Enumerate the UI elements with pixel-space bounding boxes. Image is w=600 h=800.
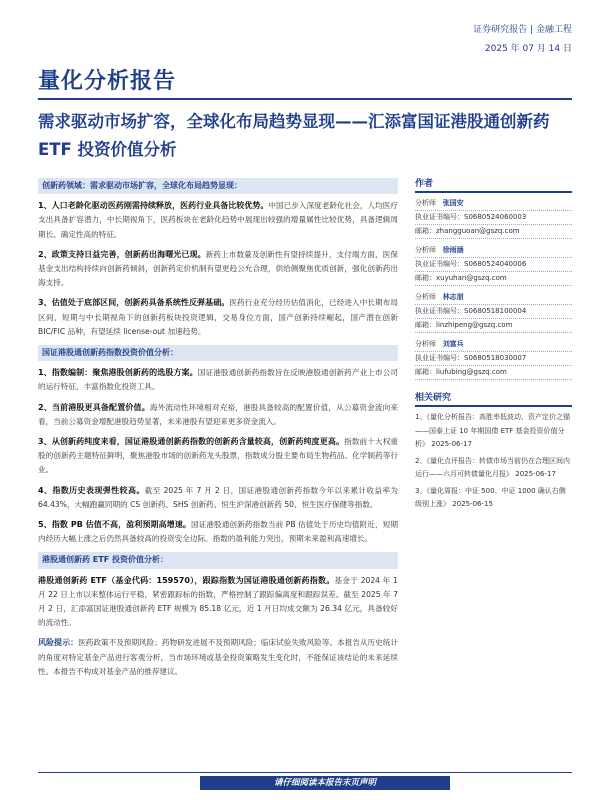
- related-list: [415, 411, 572, 512]
- paragraph-text: 指数前十大权重股的创新药主题特征鲜明，聚焦港股市场的创新药龙头股票，指数成分股主要布局生物药品、化学制药等行业。: [38, 437, 399, 475]
- report-category: 证券研究报告 | 金融工程: [473, 25, 572, 35]
- paragraph-lead: 4、指数历史表现弹性较高。: [38, 485, 145, 495]
- section-heading: 港股通创新药 ETF 投资价值分析：: [38, 552, 398, 568]
- paragraph: [38, 366, 398, 394]
- paragraph-lead: 1、指数编制：聚焦港股创新药的选股方案。: [38, 368, 198, 378]
- cert-number: S0680518100004: [464, 307, 527, 315]
- analyst-role: 分析师: [415, 293, 436, 301]
- analyst-card: [415, 244, 572, 286]
- analyst-role: 分析师: [415, 340, 436, 348]
- paragraph-lead: 港股通创新药 ETF（基金代码：159570），跟踪指数为国证港股通创新药指数。: [38, 575, 335, 585]
- report-title: 需求驱动市场扩容，全球化布局趋势显现——汇添富国证港股通创新药 ETF 投资价值分析: [38, 112, 550, 159]
- paragraph-lead: 3、从创新药纯度来看，国证港股通创新药指数的创新药含量较高，创新药纯度更高。: [38, 437, 345, 447]
- related-date: 2025-06-17: [431, 440, 472, 448]
- report-date: 2025 年 07 月 14 日: [484, 44, 572, 54]
- paragraph: [38, 484, 398, 512]
- analyst-role: 分析师: [415, 199, 436, 207]
- analyst-email[interactable]: xuyuhan@gszq.com: [436, 274, 507, 282]
- main-content: [38, 176, 398, 685]
- cert-label: 执业证书编号：: [415, 213, 464, 221]
- paragraph-text: 基金于 2024 年 1 月 22 日上市以来整体运行平稳，紧密跟踪标的指数，严格控制了跟踪偏离度和跟踪误差。截至 2025 年 7 月 2 日，汇添富国证港股通创新药 ETF 规模为 85.18 亿元，近 1 月日均成交额为 26.34 亿元，具备较好的流动性。: [38, 575, 398, 628]
- paragraph-lead: 3、估值处于底部区间，创新药具备系统性反弹基础。: [38, 298, 230, 308]
- report-header: [473, 22, 572, 54]
- related-date: 2025-06-15: [452, 500, 493, 508]
- risk-warning: [38, 636, 398, 679]
- email-label: 邮箱：: [415, 321, 436, 329]
- paragraph: [38, 199, 398, 242]
- authors-heading: 作者: [415, 176, 572, 193]
- footer-banner: [200, 776, 450, 790]
- analyst-email[interactable]: linzhipeng@gszq.com: [436, 321, 513, 329]
- related-report-link[interactable]: [415, 455, 572, 482]
- section-heading: 创新药领域：需求驱动市场扩容，全球化布局趋势显现：: [38, 178, 398, 194]
- analyst-name: 林志朋: [442, 293, 464, 301]
- paragraph-lead: 2、当前港股更具备配置价值。: [38, 402, 150, 412]
- email-label: 邮箱：: [415, 274, 436, 282]
- related-heading: 相关研究: [415, 390, 572, 407]
- footer-divider: [38, 772, 572, 773]
- authors-list: [415, 197, 572, 380]
- related-title: 2、《量化点评报告：转债市场当前仍在合理区间内运行——六月可转债量化月报》: [415, 456, 570, 478]
- section-heading: 国证港股通创新药指数投资价值分析：: [38, 345, 398, 361]
- paragraph-text: 国证港股通创新药指数旨在反映港股通创新药产业上市公司的运行特征，丰富指数化投资工具。: [38, 368, 398, 392]
- cert-number: S0680518030007: [464, 354, 527, 362]
- footer-text: 请仔细阅读本报告末页声明: [273, 778, 376, 788]
- related-title: 1、《量化分析报告：高胜率低波动、资产定价之锚——国泰上证 10 年期国债 ETF 基金投资价值分析》: [415, 413, 570, 448]
- paragraph: [38, 401, 398, 429]
- cert-label: 执业证书编号：: [415, 260, 464, 268]
- sidebar: [415, 176, 572, 515]
- analyst-name: 张国安: [442, 199, 464, 207]
- related-title: 3、《量化周报：中证 500、中证 1000 确认右侧级别上涨》: [415, 486, 566, 508]
- analyst-email[interactable]: zhangguoan@gszq.com: [436, 227, 520, 235]
- paragraph-text: 新药上市数量及创新性有望持续提升，支付端方面，医保基金支出结构持续向创新药倾斜，创新药定价机制有望更趋公允合理，供给侧聚焦优质创新，强化创新药出海支持。: [38, 249, 398, 288]
- paragraph: [38, 518, 398, 546]
- analyst-email[interactable]: liufubing@gszq.com: [436, 368, 507, 376]
- cert-label: 执业证书编号：: [415, 307, 464, 315]
- related-report-link[interactable]: [415, 411, 572, 452]
- related-date: 2025-06-17: [515, 470, 556, 478]
- report-type: 量化分析报告: [38, 69, 177, 94]
- paragraph: [38, 248, 398, 291]
- paragraph-text: 中国已步入深度老龄化社会，人均医疗支出具备扩容潜力，中长期视角下，医药板块在老龄化趋势中展现出较强的增量属性比较优势，具备逻辑周期长、确定性高的特征。: [38, 201, 398, 239]
- paragraph-lead: 2、政策支持日益完善，创新药出海曙光已现。: [38, 249, 206, 259]
- paragraph-lead: 1、人口老龄化驱动医药刚需持续释放，医药行业具备比较优势。: [38, 201, 269, 211]
- analyst-card: [415, 291, 572, 333]
- analyst-name: 徐雨涵: [442, 246, 464, 254]
- analyst-role: 分析师: [415, 246, 436, 254]
- cert-label: 执业证书编号：: [415, 354, 464, 362]
- email-label: 邮箱：: [415, 368, 436, 376]
- risk-label: 风险提示：: [38, 638, 79, 648]
- cert-number: S0680524060003: [464, 213, 527, 221]
- paragraph: [38, 435, 398, 478]
- paragraph-lead: 5、指数 PB 估值不高，盈利预期高增速。: [38, 520, 191, 530]
- paragraph: [38, 296, 398, 339]
- paragraph: [38, 574, 398, 631]
- email-label: 邮箱：: [415, 227, 436, 235]
- paragraph-text: 医药行业充分经历估值消化，已经进入中长期布局区间，短期与中长期视角下的创新药板块投资逻辑，交易身位方面，国产创新持续崛起，国产潜在创新 BIC/FIC 品种，有望延续 license-out 加速趋势。: [38, 298, 398, 336]
- risk-text: 医药政策不及预期风险；药物研发进展不及预期风险；临床试验失败风险等。本报告从历史统计的角度对特定基金产品进行客观分析，当市场环境或基金投资策略发生变化时，不能保证该结论的未来延续性。本报告不构成对基金产品的推荐建议。: [38, 638, 399, 676]
- header-divider: [38, 98, 572, 100]
- related-report-link[interactable]: [415, 485, 572, 512]
- analyst-name: 刘富兵: [442, 340, 464, 348]
- cert-number: S0680524040006: [464, 260, 527, 268]
- paragraph-text: 海外流动性环境相对充裕，港股具备较高的配置价值，从公募资金流向来看，当前公募资金增配港股趋势显著，未来港股有望迎来更多资金流入。: [38, 402, 398, 426]
- analyst-card: [415, 338, 572, 380]
- analyst-card: [415, 197, 572, 239]
- paragraph-text: 截至 2025 年 7 月 2 日，国证港股通创新药指数今年以来累计收益率为 64.43%，大幅跑赢同期的 CS 创新药、SHS 创新药、恒生沪深港创新药 50、恒生医疗保健等指数。: [38, 485, 398, 509]
- paragraph-text: 国证港股通创新药指数当前 PB 估值处于历史均值附近，短期内经历大幅上涨之后仍然具备较高的投资安全边际。指数的盈利能力突出，预期未来盈利高速增长。: [38, 520, 398, 544]
